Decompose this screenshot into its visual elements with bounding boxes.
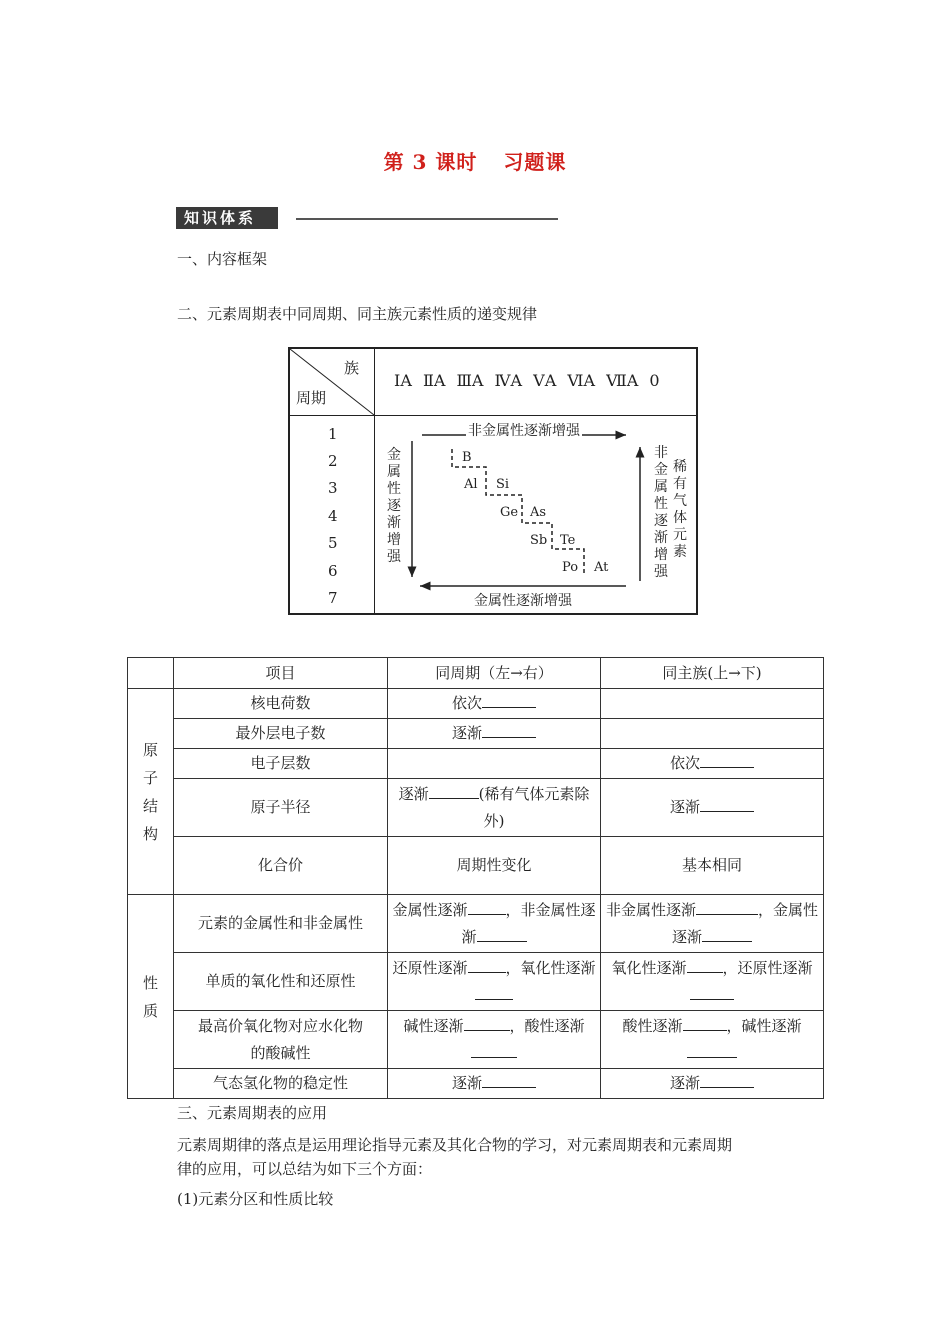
- answer-blank[interactable]: [687, 955, 723, 973]
- answer-blank[interactable]: [429, 781, 479, 799]
- answer-blank[interactable]: [482, 1070, 536, 1088]
- answer-blank[interactable]: [700, 794, 754, 812]
- answer-blank[interactable]: [468, 955, 506, 973]
- period-number: 2: [328, 452, 338, 470]
- corner-group-label: 族: [344, 359, 360, 377]
- row-period: 逐渐 (稀有气体元素除外): [388, 779, 601, 837]
- heading-applications: 三、元素周期表的应用: [177, 1104, 328, 1122]
- answer-blank[interactable]: [468, 897, 506, 915]
- answer-blank[interactable]: [687, 1040, 737, 1058]
- row-period: [388, 749, 601, 779]
- element-ge: Ge: [500, 505, 519, 520]
- badge-divider: [296, 218, 558, 220]
- element-at: At: [594, 560, 609, 575]
- table-row: [128, 1011, 824, 1069]
- answer-blank[interactable]: [482, 720, 536, 738]
- answer-blank[interactable]: [702, 924, 752, 942]
- page-title: 第 3 课时 习题课: [383, 150, 567, 174]
- category-structure: 原子结构: [128, 689, 174, 895]
- row-period: 金属性逐渐 ，非金属性逐渐: [388, 895, 601, 953]
- element-b: B: [462, 450, 472, 465]
- element-si: Si: [496, 477, 510, 492]
- list-item-1: (1)元素分区和性质比较: [177, 1190, 334, 1208]
- periodic-trend-figure: [288, 347, 698, 615]
- row-family: 氧化性逐渐 ，还原性逐渐: [601, 953, 824, 1011]
- heading-content-framework: 一、内容框架: [177, 250, 268, 268]
- table-row: [128, 895, 824, 953]
- row-period: 逐渐: [388, 719, 601, 749]
- row-family: 基本相同: [601, 837, 824, 895]
- row-family: 依次: [601, 749, 824, 779]
- answer-blank[interactable]: [696, 897, 758, 915]
- element-te: Te: [560, 533, 576, 548]
- header-blank: [128, 658, 174, 689]
- period-number: 4: [328, 507, 338, 525]
- answer-blank[interactable]: [700, 1070, 754, 1088]
- bottom-arrow-label: 金属性逐渐增强: [474, 593, 572, 609]
- category-properties: 性质: [128, 895, 174, 1099]
- row-period: 依次: [388, 689, 601, 719]
- heading-periodic-trends: 二、元素周期表中同周期、同主族元素性质的递变规律: [177, 305, 538, 323]
- left-vertical-label: 金属性逐渐增强: [387, 447, 401, 565]
- row-period: 逐渐: [388, 1069, 601, 1099]
- row-family: 逐渐: [601, 779, 824, 837]
- table-row: [128, 749, 824, 779]
- answer-blank[interactable]: [690, 982, 734, 1000]
- table-header-row: [128, 658, 824, 689]
- row-family: [601, 689, 824, 719]
- section-badge: 知识体系: [176, 207, 278, 229]
- right-vertical-label: 非金属性逐渐增强: [654, 445, 668, 580]
- table-row: [128, 779, 824, 837]
- table-row: [128, 1069, 824, 1099]
- row-family: 酸性逐渐 ，碱性逐渐: [601, 1011, 824, 1069]
- noble-gas-vertical-label: 稀有气体元素: [673, 459, 687, 560]
- table-row: [128, 719, 824, 749]
- element-al: Al: [464, 477, 478, 492]
- answer-blank[interactable]: [482, 690, 536, 708]
- row-period: 碱性逐渐 ，酸性逐渐: [388, 1011, 601, 1069]
- paragraph-line-2: 律的应用，可以总结为如下三个方面：: [177, 1160, 433, 1178]
- row-item: 最外层电子数: [174, 719, 388, 749]
- header-item: 项目: [174, 658, 388, 689]
- period-number: 7: [328, 589, 338, 607]
- period-number: 1: [328, 425, 338, 443]
- row-item: 单质的氧化性和还原性: [174, 953, 388, 1011]
- row-item: 原子半径: [174, 779, 388, 837]
- corner-period-label: 周期: [296, 389, 327, 407]
- period-number: 6: [328, 562, 338, 580]
- row-family: [601, 719, 824, 749]
- answer-blank[interactable]: [683, 1013, 727, 1031]
- group-header-row: ⅠA ⅡA ⅢA ⅣA ⅤA ⅥA ⅦA 0: [394, 371, 660, 390]
- trend-arrows: [290, 349, 696, 613]
- row-item: 化合价: [174, 837, 388, 895]
- answer-blank[interactable]: [475, 982, 513, 1000]
- row-period: 周期性变化: [388, 837, 601, 895]
- header-family: 同主族(上→下): [601, 658, 824, 689]
- top-arrow-label: 非金属性逐渐增强: [466, 420, 582, 440]
- row-item: 电子层数: [174, 749, 388, 779]
- paragraph-line-1: 元素周期律的落点是运用理论指导元素及其化合物的学习，对元素周期表和元素周期: [177, 1136, 733, 1154]
- table-row: [128, 837, 824, 895]
- header-period: 同周期（左→右）: [388, 658, 601, 689]
- row-item: 最高价氧化物对应水化物 的酸碱性: [174, 1011, 388, 1069]
- element-as: As: [530, 505, 547, 520]
- table-row: [128, 689, 824, 719]
- element-sb: Sb: [530, 533, 548, 548]
- period-number: 3: [328, 479, 338, 497]
- row-item: 元素的金属性和非金属性: [174, 895, 388, 953]
- answer-blank[interactable]: [700, 750, 754, 768]
- period-number: 5: [328, 534, 338, 552]
- row-family: 非金属性逐渐 ，金属性逐渐: [601, 895, 824, 953]
- row-family: 逐渐: [601, 1069, 824, 1099]
- row-item: 核电荷数: [174, 689, 388, 719]
- answer-blank[interactable]: [464, 1013, 510, 1031]
- row-item: 气态氢化物的稳定性: [174, 1069, 388, 1099]
- trend-table: [127, 657, 824, 1099]
- table-row: [128, 953, 824, 1011]
- badge-dot-icon: [278, 212, 290, 224]
- answer-blank[interactable]: [477, 924, 527, 942]
- element-po: Po: [562, 560, 579, 575]
- answer-blank[interactable]: [471, 1040, 517, 1058]
- row-period: 还原性逐渐 ，氧化性逐渐: [388, 953, 601, 1011]
